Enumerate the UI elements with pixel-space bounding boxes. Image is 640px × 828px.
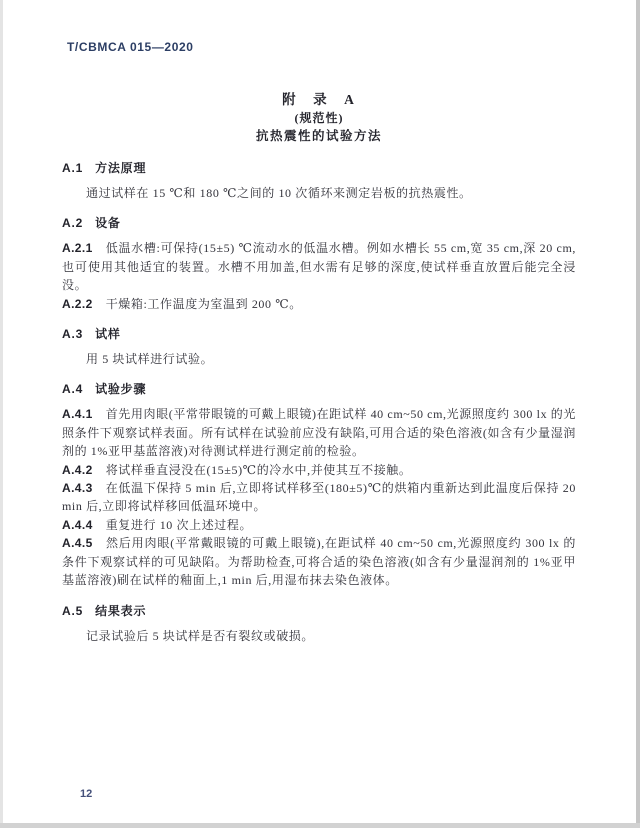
paragraph-a1: 通过试样在 15 ℃和 180 ℃之间的 10 次循环来测定岩板的抗热震性。	[86, 186, 472, 200]
clause-title: 试样	[95, 327, 121, 342]
clause-paragraph-a44	[62, 516, 576, 534]
clause-paragraph-a41	[62, 405, 576, 460]
clause-number: A.4.5	[62, 536, 93, 551]
standard-number-header: T/CBMCA 015—2020	[67, 40, 194, 54]
appendix-title-block	[62, 90, 576, 145]
appendix-label: 附 录 A	[282, 92, 356, 107]
scan-edge-left	[0, 0, 3, 828]
clause-text: 在低温下保持 5 min 后,立即将试样移至(180±5)℃的烘箱内重新达到此温度后保持 20 min 后,立即将试样移回低温环境中。	[62, 481, 576, 514]
clause-number: A.4.4	[62, 517, 93, 532]
clause-body	[62, 159, 576, 645]
clause-text: 然后用肉眼(平常戴眼镜的可戴上眼镜),在距试样 40 cm~50 cm,光源照度约 300 lx 的条件下观察试样的可见缺陷。为帮助检查,可将合适的染色溶液(如含有少量湿润剂的 1%亚甲基蓝溶液)刷在试样的釉面上,1 min 后,用湿布抹去染色液体。	[62, 536, 576, 588]
appendix-subject-title: 抗热震性的试验方法	[255, 129, 382, 143]
clause-paragraph-a43	[62, 479, 576, 516]
clause-number: A.2.1	[62, 241, 93, 256]
clause-heading-a1	[62, 159, 576, 176]
clause-heading-a2	[62, 214, 576, 231]
clause-paragraph-a42	[62, 461, 576, 479]
scan-edge-right	[636, 0, 640, 828]
page-number: 12	[80, 788, 93, 800]
clause-paragraph-a21	[62, 239, 576, 294]
clause-number: A.2.2	[62, 296, 93, 311]
clause-number: A.5	[62, 603, 84, 618]
clause-title: 试验步骤	[95, 382, 147, 397]
clause-number: A.4.3	[62, 481, 93, 496]
clause-number: A.3	[62, 327, 84, 342]
scan-edge-bottom	[0, 823, 640, 828]
clause-heading-a3	[62, 325, 576, 342]
page-content	[62, 90, 576, 645]
clause-text: 重复进行 10 次上述过程。	[105, 517, 253, 532]
clause-title: 设备	[95, 216, 121, 231]
clause-number: A.1	[62, 161, 84, 175]
paragraph-a5: 记录试验后 5 块试样是否有裂纹或破损。	[86, 628, 315, 643]
clause-number: A.4	[62, 382, 84, 397]
clause-text: 首先用肉眼(平常带眼镜的可戴上眼镜)在距试样 40 cm~50 cm,光源照度约 300 lx 的光照条件下观察试样表面。所有试样在试验前应没有缺陷,可用合适的染色溶液(如含有少量湿润剂的 1%亚甲基蓝溶液)对待测试样进行测定前的检验。	[62, 407, 576, 459]
clause-title: 方法原理	[95, 161, 147, 175]
clause-paragraph-a45	[62, 534, 576, 589]
clause-text: 将试样垂直浸没在(15±5)℃的冷水中,并使其互不接触。	[105, 462, 412, 477]
clause-heading-a4	[62, 380, 576, 397]
clause-paragraph-a22	[62, 295, 576, 313]
clause-number: A.2	[62, 216, 84, 231]
clause-number: A.4.1	[62, 407, 93, 422]
clause-title: 结果表示	[95, 603, 147, 618]
clause-text: 干燥箱:工作温度为室温到 200 ℃。	[105, 296, 302, 311]
paragraph-a3: 用 5 块试样进行试验。	[86, 352, 214, 367]
clause-number: A.4.2	[62, 462, 93, 477]
clause-text: 低温水槽:可保持(15±5) ℃流动水的低温水槽。例如水槽长 55 cm,宽 35 cm,深 20 cm,也可使用其他适宜的装置。水槽不用加盖,但水需有足够的深度,使试样垂直放置后能完全浸没。	[62, 241, 576, 293]
appendix-normative-label: (规范性)	[294, 111, 344, 125]
clause-heading-a5	[62, 602, 576, 619]
